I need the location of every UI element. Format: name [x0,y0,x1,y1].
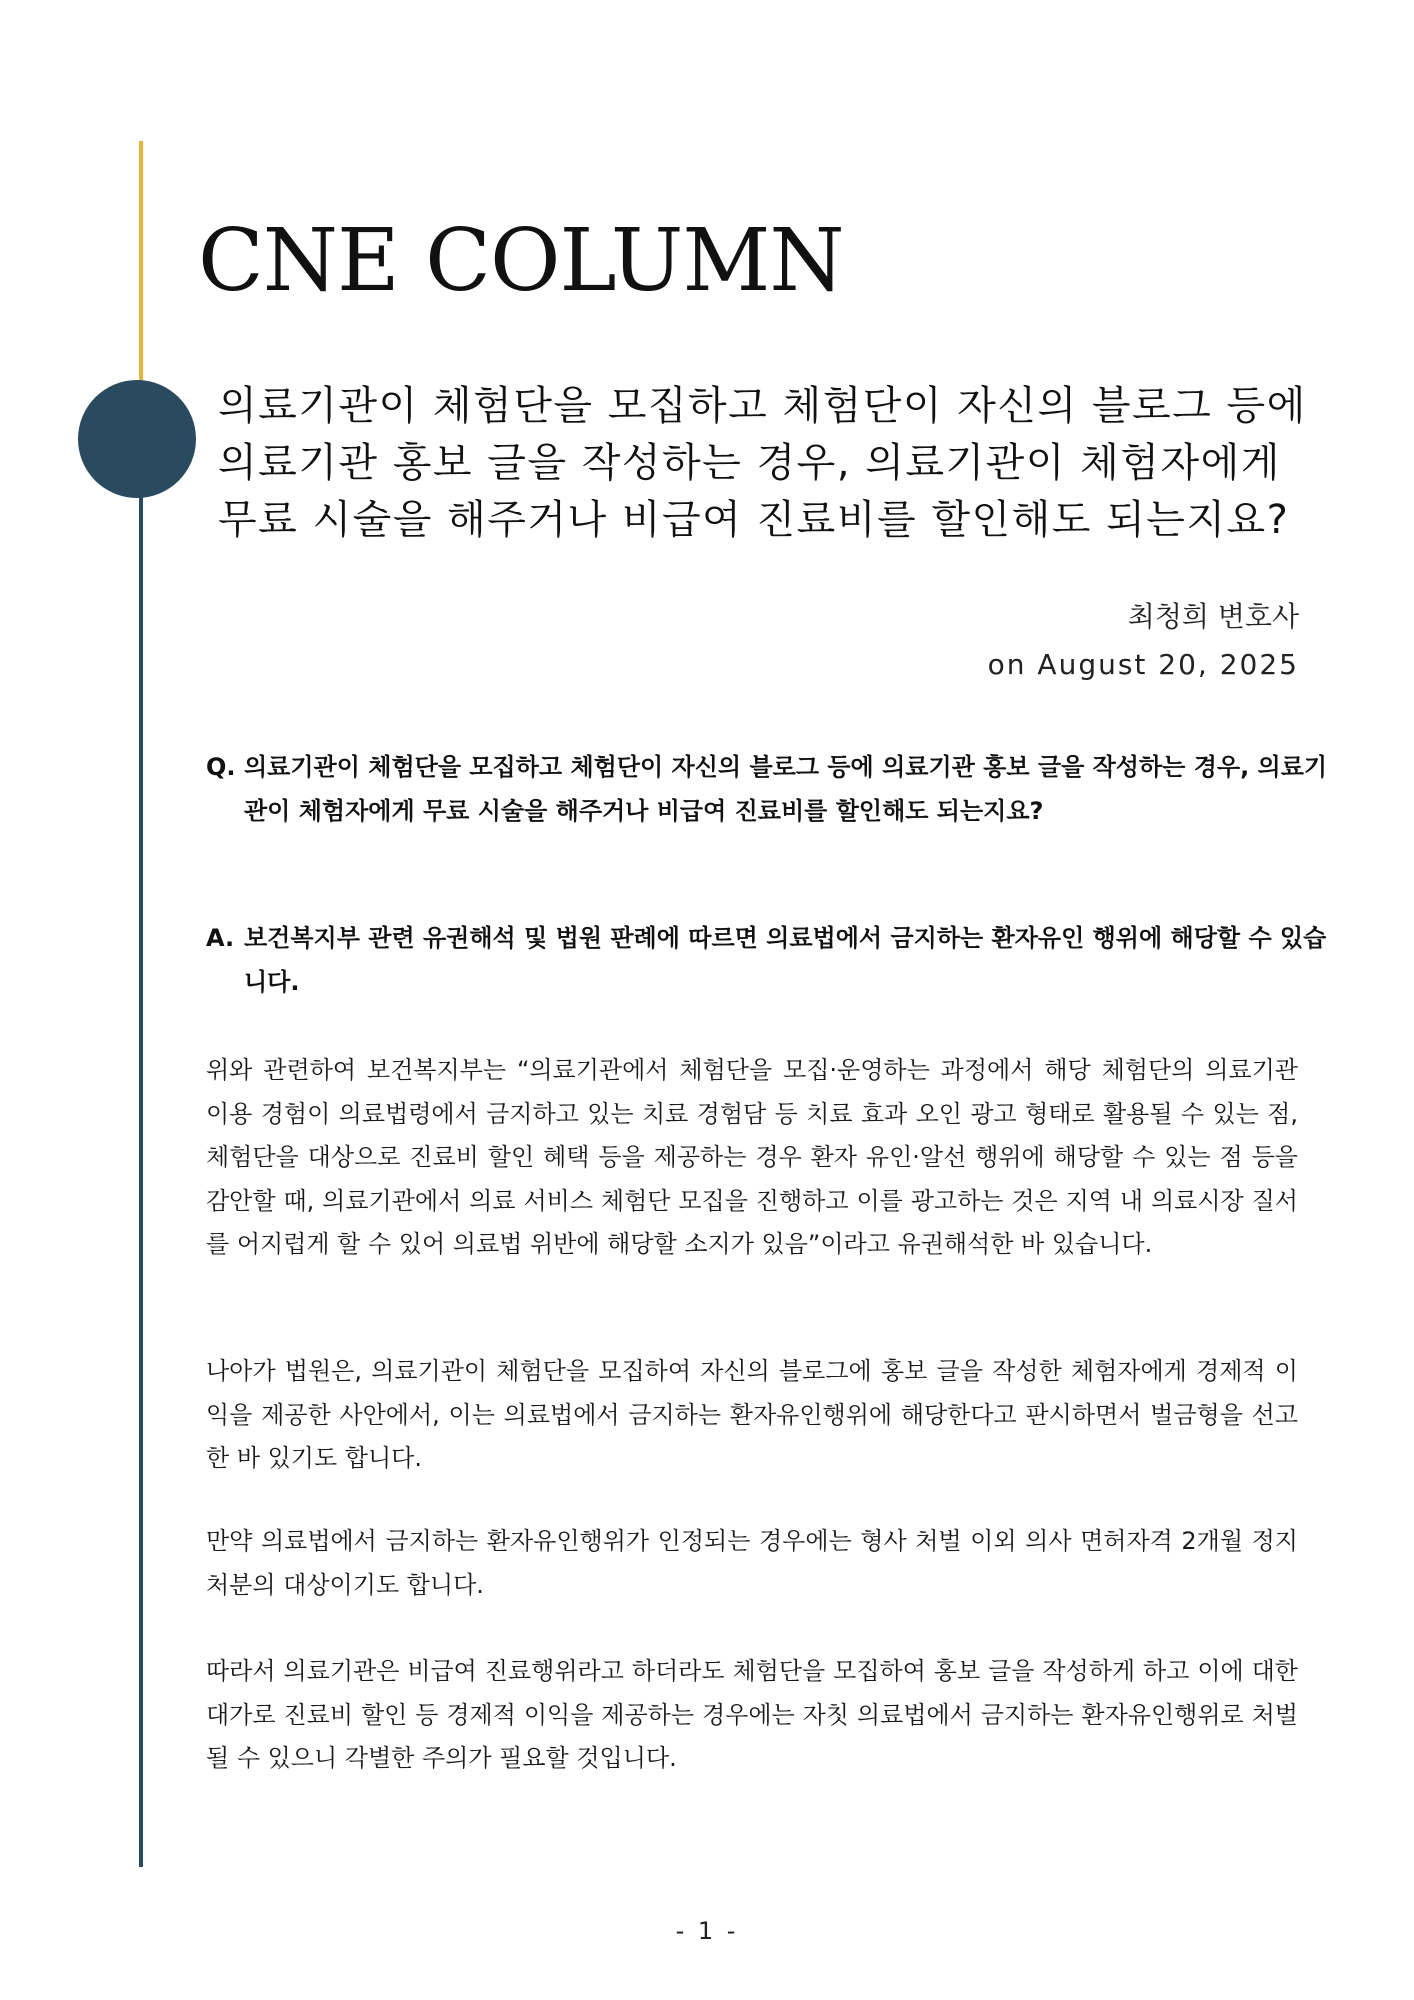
page-number: - 1 - [675,1917,739,1945]
navy-timeline-bar [139,441,143,1867]
author-name: 최청희 변호사 [1127,600,1299,633]
answer-prefix: A. [206,924,235,952]
navy-circle-decoration [78,380,196,498]
body-paragraph-4: 따라서 의료기관은 비급여 진료행위라고 하더라도 체험단을 모집하여 홍보 글을 작성하게 하고 이에 대한 대가로 진료비 할인 등 경제적 이익을 제공하는 경우에는 자칫 의료법에서 금지하는 환자유인행위로 처벌될 수 있으니 각별한 주의가 필요할 것입니다. [206,1657,1298,1772]
answer-text: 보건복지부 관련 유권해석 및 법원 판례에 따르면 의료법에서 금지하는 환자유인 행위에 해당할 수 있습니다. [244,924,1327,996]
question-text: 의료기관이 체험단을 모집하고 체험단이 자신의 블로그 등에 의료기관 홍보 글을 작성하는 경우, 의료기관이 체험자에게 무료 시술을 해주거나 비급여 진료비를 할인해도 되는지요? [244,753,1328,825]
publish-date: on August 20, 2025 [987,648,1299,681]
column-title: CNE COLUMN [198,211,844,311]
question-prefix: Q. [206,753,236,781]
body-paragraph-2: 나아가 법원은, 의료기관이 체험단을 모집하여 자신의 블로그에 홍보 글을 작성한 체험자에게 경제적 이익을 제공한 사안에서, 이는 의료법에서 금지하는 환자유인행위에 해당한다고 판시하면서 벌금형을 선고한 바 있기도 합니다. [206,1357,1298,1472]
article-headline: 의료기관이 체험단을 모집하고 체험단이 자신의 블로그 등에 의료기관 홍보 글을 작성하는 경우, 의료기관이 체험자에게 무료 시술을 해주거나 비급여 진료비를 할인해도 되는지요? [218,383,1307,543]
answer-block [206,916,1334,1004]
body-paragraph-1: 위와 관련하여 보건복지부는 “의료기관에서 체험단을 모집·운영하는 과정에서 해당 체험단의 의료기관 이용 경험이 의료법령에서 금지하고 있는 치료 경험담 등 치료 효과 오인 광고 형태로 활용될 수 있는 점, 체험단을 대상으로 진료비 할인 혜택 등을 제공하는 경우 환자 유인·알선 행위에 해당할 수 있는 점 등을 감안할 때, 의료기관에서 의료 서비스 체험단 모집을 진행하고 이를 광고하는 것은 지역 내 의료시장 질서를 어지럽게 할 수 있어 의료법 위반에 해당할 소지가 있음”이라고 유권해석한 바 있습니다. [206,1056,1298,1258]
body-paragraph-3: 만약 의료법에서 금지하는 환자유인행위가 인정되는 경우에는 형사 처벌 이외 의사 면허자격 2개월 정지 처분의 대상이기도 합니다. [206,1527,1298,1599]
question-block [206,745,1334,833]
